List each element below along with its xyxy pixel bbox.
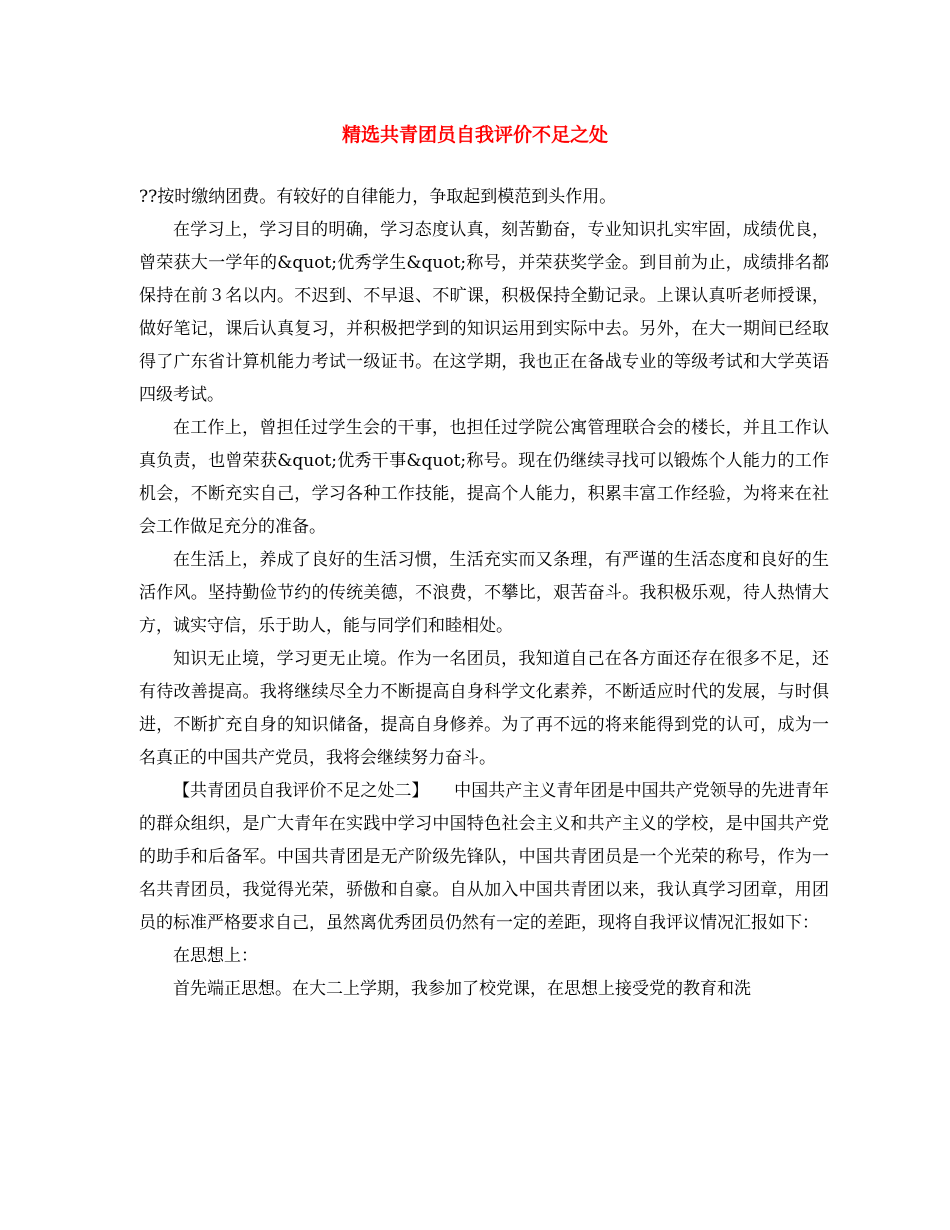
paragraph-life: 在生活上，养成了良好的生活习惯，生活充实而又条理，有严谨的生活态度和良好的生活作风。坚持勤俭节约的传统美德，不浪费，不攀比，艰苦奋斗。我积极乐观，待人热情大方，诚实守信，乐于助人，能与同学们和睦相处。 xyxy=(139,550,829,636)
document-body xyxy=(139,181,829,1006)
paragraph-work: 在工作上，曾担任过学生会的干事，也担任过学院公寓管理联合会的楼长，并且工作认真负责，也曾荣获&quot;优秀干事&quot;称号。现在仍继续寻找可以锻炼个人能力的工作机会，不断充实自己，学习各种工作技能，提高个人能力，积累丰富工作经验，为将来在社会工作做足充分的准备。 xyxy=(139,418,829,537)
paragraph-study: 在学习上，学习目的明确，学习态度认真，刻苦勤奋，专业知识扎实牢固，成绩优良，曾荣获大一学年的&quot;优秀学生&quot;称号，并荣获奖学金。到目前为止，成绩排名都保持在前３名以内。不迟到、不早退、不旷课，积极保持全勤记录。上课认真听老师授课，做好笔记，课后认真复习，并积极把学到的知识运用到实际中去。另外，在大一期间已经取得了广东省计算机能力考试一级证书。在这学期，我也正在备战专业的等级考试和大学英语四级考试。 xyxy=(139,220,829,405)
paragraph-intro: ??按时缴纳团费。有较好的自律能力，争取起到模范到头作用。 xyxy=(139,187,617,207)
paragraph-thought: 首先端正思想。在大二上学期，我参加了校党课，在思想上接受党的教育和洗 xyxy=(173,979,751,999)
document-title: 精选共青团员自我评价不足之处 xyxy=(341,124,608,146)
paragraph-section-two: 【共青团员自我评价不足之处二】 中国共产主义青年团是中国共产党领导的先进青年的群众组织，是广大青年在实践中学习中国特色社会主义和共产主义的学校，是中国共产党的助手和后备军。中国共青团是无产阶级先锋队，中国共青团员是一个光荣的称号，作为一名共青团员，我觉得光荣，骄傲和自豪。自从加入中国共青团以来，我认真学习团章，用团员的标准严格要求自己，虽然离优秀团员仍然有一定的差距，现将自我评议情况汇报如下： xyxy=(139,781,829,933)
paragraph-thought-heading: 在思想上： xyxy=(173,946,258,966)
paragraph-conclusion: 知识无止境，学习更无止境。作为一名团员，我知道自己在各方面还存在很多不足，还有待改善提高。我将继续尽全力不断提高自身科学文化素养，不断适应时代的发展，与时俱进，不断扩充自身的知识储备，提高自身修养。为了再不远的将来能得到党的认可，成为一名真正的中国共产党员，我将会继续努力奋斗。 xyxy=(139,649,829,768)
